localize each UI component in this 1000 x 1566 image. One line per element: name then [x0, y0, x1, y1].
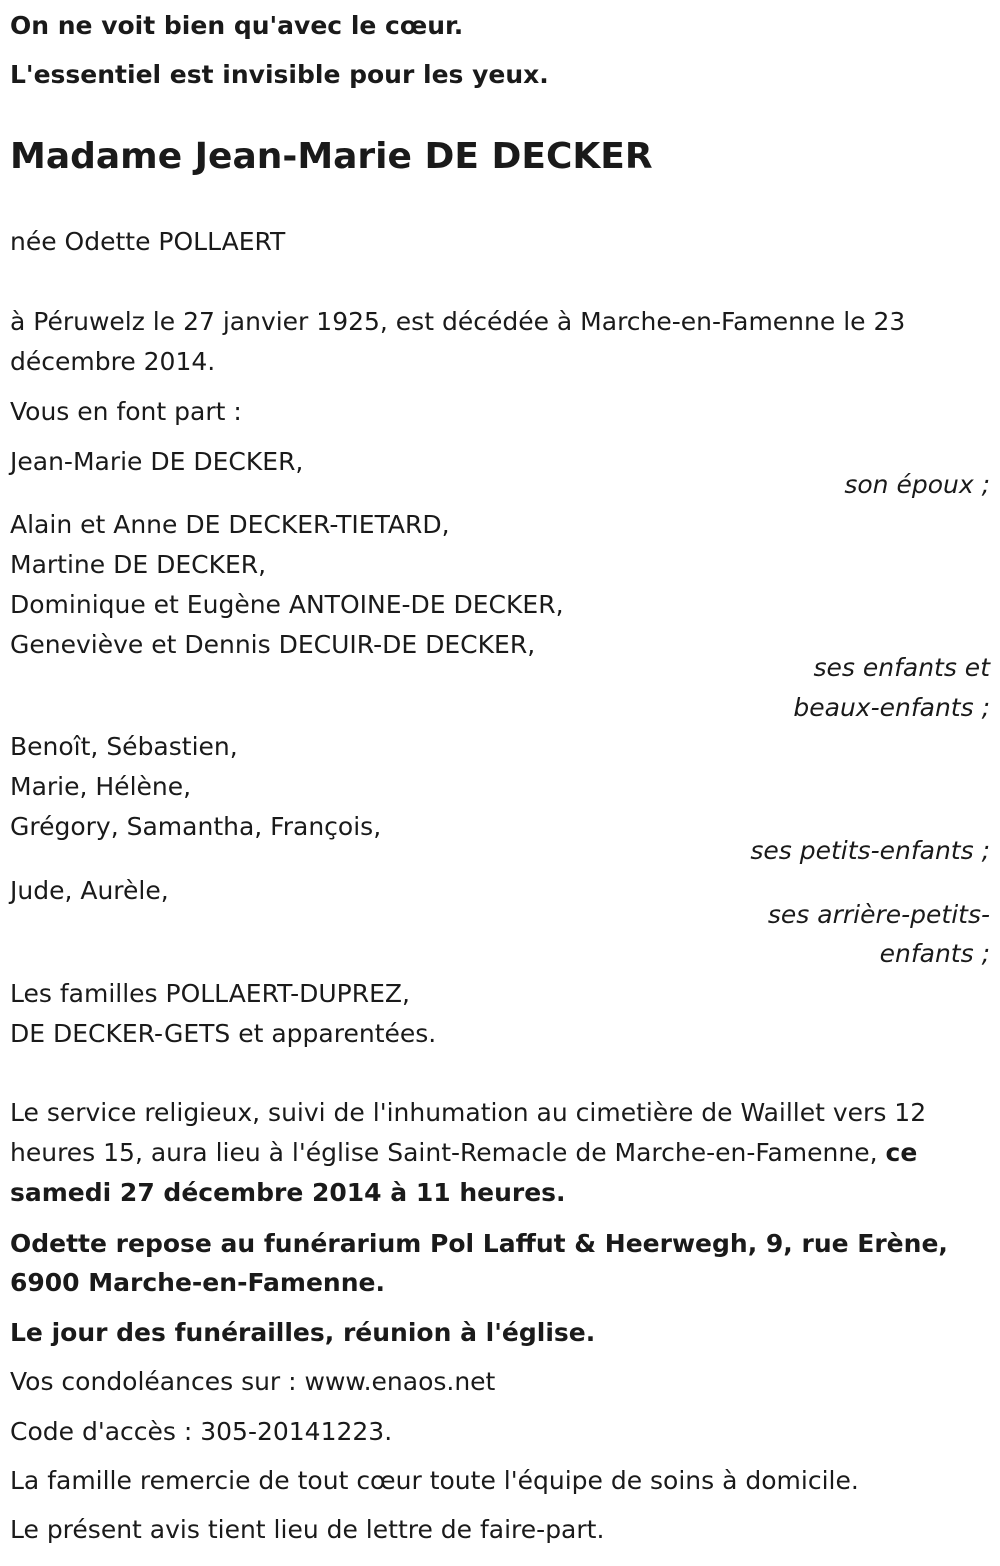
child-name: Geneviève et Dennis DECUIR-DE DECKER, [10, 630, 536, 659]
great-grandchild-name: Jude, Aurèle, [10, 876, 169, 905]
funerarium-line-2: 6900 Marche-en-Famenne. [10, 1268, 385, 1297]
deceased-title: Madame Jean-Marie DE DECKER [10, 136, 653, 177]
children-relation-line-2: beaux-enfants ; [793, 693, 990, 722]
announcement-line-2: décembre 2014. [10, 347, 216, 376]
grandchild-name: Grégory, Samantha, François, [10, 812, 382, 841]
service-line-2 [10, 1133, 917, 1173]
service-date-start: ce [885, 1138, 918, 1167]
families-line-1: Les familles POLLAERT-DUPREZ, [10, 979, 410, 1008]
service-line-1: Le service religieux, suivi de l'inhumation au cimetière de Waillet vers 12 [10, 1098, 927, 1127]
access-code: Code d'accès : 305-20141223. [10, 1417, 393, 1446]
families-line-2: DE DECKER-GETS et apparentées. [10, 1019, 437, 1048]
quote-line-1: On ne voit bien qu'avec le cœur. [10, 11, 464, 40]
notice-line: Le présent avis tient lieu de lettre de faire-part. [10, 1515, 605, 1544]
announcement-intro: Vous en font part : [10, 397, 242, 426]
grandchild-name: Marie, Hélène, [10, 772, 192, 801]
great-grandchildren-relation-line-2: enfants ; [879, 939, 990, 968]
child-name: Dominique et Eugène ANTOINE-DE DECKER, [10, 590, 564, 619]
child-name: Martine DE DECKER, [10, 550, 267, 579]
spouse-name: Jean-Marie DE DECKER, [10, 447, 304, 476]
grandchild-name: Benoît, Sébastien, [10, 732, 238, 761]
quote-line-2: L'essentiel est invisible pour les yeux. [10, 60, 549, 89]
service-date: samedi 27 décembre 2014 à 11 heures. [10, 1178, 566, 1207]
spouse-relation: son époux ; [844, 470, 990, 499]
meeting-info: Le jour des funérailles, réunion à l'église. [10, 1318, 596, 1347]
service-line-2-text: heures 15, aura lieu à l'église Saint-Remacle de Marche-en-Famenne, [10, 1138, 886, 1167]
funerarium-line-1: Odette repose au funérarium Pol Laffut & Heerwegh, 9, rue Erène, [10, 1229, 948, 1258]
thanks-line: La famille remercie de tout cœur toute l'équipe de soins à domicile. [10, 1466, 859, 1495]
grandchildren-relation: ses petits-enfants ; [750, 836, 990, 865]
condolences-info: Vos condoléances sur : www.enaos.net [10, 1367, 496, 1396]
children-relation-line-1: ses enfants et [813, 653, 990, 682]
announcement-line-1: à Péruwelz le 27 janvier 1925, est décédée à Marche-en-Famenne le 23 [10, 307, 906, 336]
maiden-name: née Odette POLLAERT [10, 227, 286, 256]
child-name: Alain et Anne DE DECKER-TIETARD, [10, 510, 450, 539]
great-grandchildren-relation-line-1: ses arrière-petits- [767, 900, 990, 929]
